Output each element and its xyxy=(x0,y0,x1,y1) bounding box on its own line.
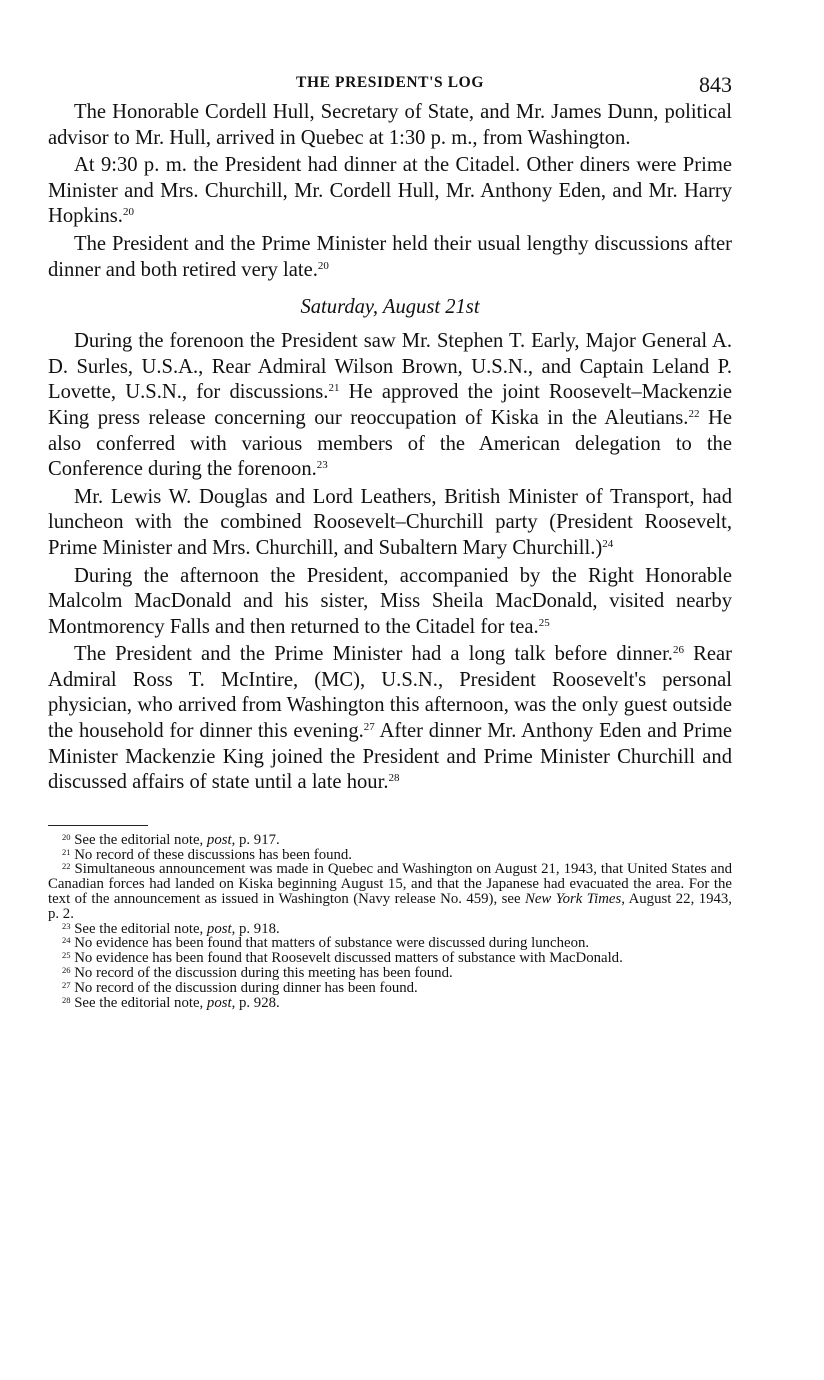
footnote-number: 26 xyxy=(62,965,71,976)
footnote-26: $^{26}$ No record of the discussion during this meeting has been found. xyxy=(62,965,453,982)
page-number: 843 xyxy=(699,72,732,97)
page-header xyxy=(48,66,732,100)
footnote-24: $^{24}$ No evidence has been found that matters of substance were discussed during luncheon. xyxy=(62,935,590,952)
footnote-ref[interactable]: 28 xyxy=(388,772,400,785)
footnote-number: 24 xyxy=(62,935,71,946)
running-head: THE PRESIDENT'S LOG xyxy=(296,74,484,91)
footnote-ref[interactable]: 20 xyxy=(317,259,329,272)
body-text xyxy=(48,100,732,796)
footnote-ref[interactable]: 26 xyxy=(672,644,684,657)
footnote-number: 20 xyxy=(62,831,71,842)
footnote-divider xyxy=(48,825,148,826)
paragraph-lengthy-discussions: The President and the Prime Minister held their usual lengthy discussions after dinner and both retired very late.$^{20}$ xyxy=(48,232,732,281)
footnote-ref[interactable]: 20 xyxy=(122,206,134,219)
footnote-ref[interactable]: 23 xyxy=(316,459,328,472)
footnote-20: $^{20}$ See the editorial note, post, p. 917. xyxy=(62,831,280,848)
footnote-number: 27 xyxy=(62,979,71,990)
document-page xyxy=(48,66,732,1010)
footnote-number: 23 xyxy=(62,920,71,931)
paragraph-forenoon: During the forenoon the President saw Mr. Stephen T. Early, Major General A. D. Surles, U.S.A., Rear Admiral Wilson Brown, U.S.N., and Captain Leland P. Lovette, U.S.N., for discussions.$^{21}$ He approved the joint Roosevelt–Mackenzie King press release concerning our reoccupation of Kiska in the Aleutians.$^{22}$ He also conferred with various members of the American delegation to the Conference during the forenoon.$^{23}$ xyxy=(48,330,732,481)
footnote-23: $^{23}$ See the editorial note, post, p. 918. xyxy=(62,920,280,937)
footnotes xyxy=(48,833,732,1011)
footnote-ref[interactable]: 27 xyxy=(363,721,375,734)
paragraph-hull-arrival: The Honorable Cordell Hull, Secretary of State, and Mr. James Dunn, political advisor to Mr. Hull, arrived in Quebec at 1:30 p. m., from Washington. xyxy=(48,101,732,149)
date-heading: Saturday, August 21st xyxy=(300,296,480,319)
footnote-25: $^{25}$ No evidence has been found that Roosevelt discussed matters of substance with MacDonald. xyxy=(62,950,623,967)
footnote-22: $^{22}$ Simultaneous announcement was made in Quebec and Washington on August 21, 1943, that United States and Canadian forces had landed on Kiska beginning August 15, and that the Japanese had evacuated the area. For the text of the announcement as issued in Washington (Navy release No. 459), see New York Times, August 22, 1943, p. 2. xyxy=(48,861,733,922)
footnote-number: 22 xyxy=(62,861,71,872)
footnote-number: 25 xyxy=(62,950,71,961)
footnote-number: 28 xyxy=(62,994,71,1005)
paragraph-luncheon: Mr. Lewis W. Douglas and Lord Leathers, British Minister of Transport, had luncheon with the combined Roosevelt–Churchill party (President Roosevelt, Prime Minister and Mrs. Churchill, and Subaltern Mary Churchill.)$^{24}$ xyxy=(48,485,732,559)
paragraph-evening: The President and the Prime Minister had a long talk before dinner.$^{26}$ Rear Admiral Ross T. McIntire, (MC), U.S.N., President Roosevelt's personal physician, who arrived from Washington this afternoon, was the only guest outside the household for dinner this evening.$^{27}$ After dinner Mr. Anthony Eden and Prime Minister Mackenzie King joined the President and Prime Minister Churchill and discussed affairs of state until a late hour.$^{28}$ xyxy=(48,643,733,794)
footnote-number: 21 xyxy=(62,846,71,857)
footnote-ref[interactable]: 24 xyxy=(602,537,614,550)
footnote-ref[interactable]: 22 xyxy=(688,407,700,420)
footnote-21: $^{21}$ No record of these discussions has been found. xyxy=(62,846,352,863)
footnote-28: $^{28}$ See the editorial note, post, p. 928. xyxy=(62,994,280,1011)
paragraph-citadel-dinner: At 9:30 p. m. the President had dinner at the Citadel. Other diners were Prime Minister and Mrs. Churchill, Mr. Cordell Hull, Mr. Anthony Eden, and Mr. Harry Hopkins.$^{20}$ xyxy=(48,154,732,228)
footnote-ref[interactable]: 25 xyxy=(538,616,550,629)
footnote-27: $^{27}$ No record of the discussion during dinner has been found. xyxy=(62,979,418,996)
footnote-ref[interactable]: 21 xyxy=(328,382,340,395)
paragraph-afternoon: During the afternoon the President, accompanied by the Right Honorable Malcolm MacDonald and his sister, Miss Sheila MacDonald, visited nearby Montmorency Falls and then returned to the Citadel for tea.$^{25}$ xyxy=(48,564,732,638)
